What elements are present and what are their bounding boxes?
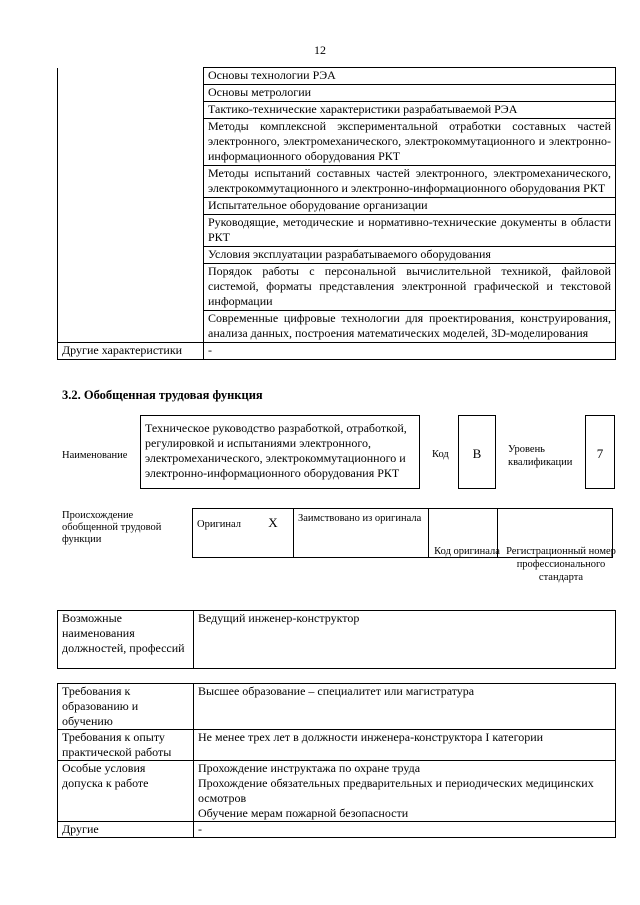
table-cell-empty [58, 68, 204, 343]
code-caption: Код оригинала [434, 546, 500, 557]
origin-label: Происхождение обобщенной трудовой функции [62, 510, 162, 545]
other-characteristics-value: - [204, 343, 616, 360]
table-row [58, 68, 616, 85]
experience-label: Требования к опыту практической работы [58, 730, 194, 761]
admission-condition-item: Прохождение обязательных предварительных и периодических медицинских осмотров [198, 776, 594, 805]
table-cell: Методы испытаний составных частей электронного, электромеханического, электрокоммутационного и электронно-информационного оборудования РКТ [204, 166, 616, 198]
table-row [58, 684, 616, 730]
other-label: Другие [58, 822, 194, 838]
education-label: Требования к образованию и обучению [58, 684, 194, 730]
education-value: Высшее образование – специалитет или магистратура [194, 684, 616, 730]
admission-conditions-value [194, 761, 616, 822]
admission-conditions-label: Особые условия допуска к работе [58, 761, 194, 822]
table-row [58, 730, 616, 761]
page-number: 12 [314, 43, 326, 57]
table-cell: Условия эксплуатации разрабатываемого оборудования [204, 247, 616, 264]
table-row [58, 611, 616, 669]
table-row [58, 343, 616, 360]
name-label: Наименование [62, 450, 128, 461]
table-row [58, 822, 616, 838]
code-label: Код [432, 449, 449, 460]
code-value-box: B [458, 415, 496, 489]
other-characteristics-label: Другие характеристики [58, 343, 204, 360]
table-cell: Современные цифровые технологии для проектирования, конструирования, анализа данных, построения математических моделей, 3D-моделирования [204, 311, 616, 343]
admission-condition-item: Прохождение инструктажа по охране труда [198, 761, 421, 775]
table-cell: Основы технологии РЭА [204, 68, 616, 85]
table-cell: Порядок работы с персональной вычислительной техникой, файловой системой, форматы представления электронной графической и текстовой информации [204, 264, 616, 311]
knowledge-table [57, 67, 616, 360]
admission-condition-item: Обучение мерам пожарной безопасности [198, 806, 409, 820]
qualification-level-label: Уровень квалификации [508, 444, 573, 468]
positions-value: Ведущий инженер-конструктор [194, 611, 616, 669]
registration-caption: Регистрационный номер профессионального стандарта [506, 546, 616, 583]
table-cell: Методы комплексной экспериментальной отработки составных частей электронного, электромеханического, электрокоммутационного и электронно-информационного оборудования РКТ [204, 119, 616, 166]
table-cell: Тактико-технические характеристики разрабатываемой РЭА [204, 102, 616, 119]
experience-value: Не менее трех лет в должности инженера-конструктора I категории [194, 730, 616, 761]
table-cell: Испытательное оборудование организации [204, 198, 616, 215]
requirements-table [57, 683, 616, 838]
other-value: - [194, 822, 616, 838]
positions-label: Возможные наименования должностей, профессий [58, 611, 194, 669]
qualification-level-box: 7 [585, 415, 615, 489]
section-heading: 3.2. Обобщенная трудовая функция [62, 388, 263, 402]
original-label: Оригинал [193, 509, 254, 558]
table-cell: Руководящие, методические и нормативно-технические документы в области РКТ [204, 215, 616, 247]
borrowed-label: Заимствовано из оригинала [294, 509, 429, 558]
positions-table [57, 610, 616, 669]
table-row [58, 761, 616, 822]
function-name-box: Техническое руководство разработкой, отработкой, регулировкой и испытаниями электронного, электромеханического, электрокоммутационного и электронно-информационного оборудования РКТ [140, 415, 420, 489]
table-cell: Основы метрологии [204, 85, 616, 102]
original-mark: X [253, 509, 294, 558]
